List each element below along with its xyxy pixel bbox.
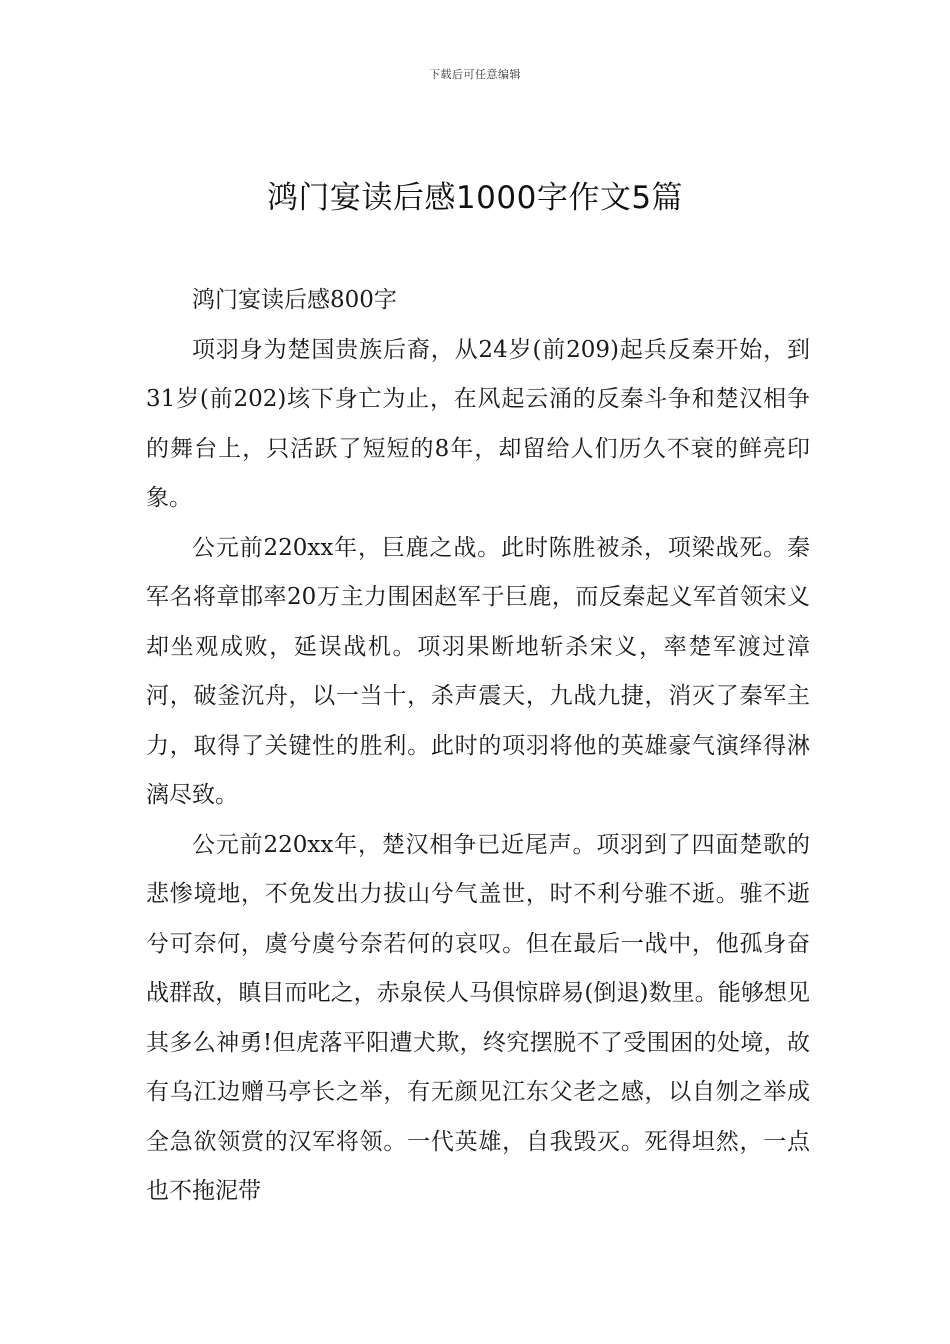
paragraph-3: 公元前220xx年，楚汉相争已近尾声。项羽到了四面楚歌的悲惨境地，不免发出力拔山兮气盖世，时不利兮骓不逝。骓不逝兮可奈何，虞兮虞兮奈若何的哀叹。但在最后一战中，他孤身奋战群敌，瞋目而叱之，赤泉侯人马俱惊辟易(倒退)数里。能够想见其多么神勇!但虎落平阳遭犬欺，终究摆脱不了受围困的处境，故有乌江边赠马亭长之举，有无颜见江东父老之感，以自刎之举成全急欲领赏的汉军将领。一代英雄，自我毁灭。死得坦然，一点也不拖泥带 — [146, 831, 810, 1204]
section-subtitle: 鸿门宴读后感800字 — [192, 287, 397, 313]
paragraph-2: 公元前220xx年，巨鹿之战。此时陈胜被杀，项梁战死。秦军名将章邯率20万主力围困赵军于巨鹿，而反秦起义军首领宋义却坐观成败，延误战机。项羽果断地斩杀宋义，率楚军渡过漳河，破釜沉舟，以一当十，杀声震天，九战九捷，消灭了秦军主力，取得了关键性的胜利。此时的项羽将他的英雄豪气演绎得淋漓尽致。 — [146, 534, 810, 808]
header-note: 下载后可任意编辑 — [429, 68, 521, 81]
document-body — [146, 276, 810, 1217]
paragraph-1: 项羽身为楚国贵族后裔，从24岁(前209)起兵反秦开始，到31岁(前202)垓下身亡为止，在风起云涌的反秦斗争和楚汉相争的舞台上，只活跃了短短的8年，却留给人们历久不衰的鲜亮印象。 — [146, 336, 810, 511]
document-title: 鸿门宴读后感1000字作文5篇 — [266, 180, 684, 216]
